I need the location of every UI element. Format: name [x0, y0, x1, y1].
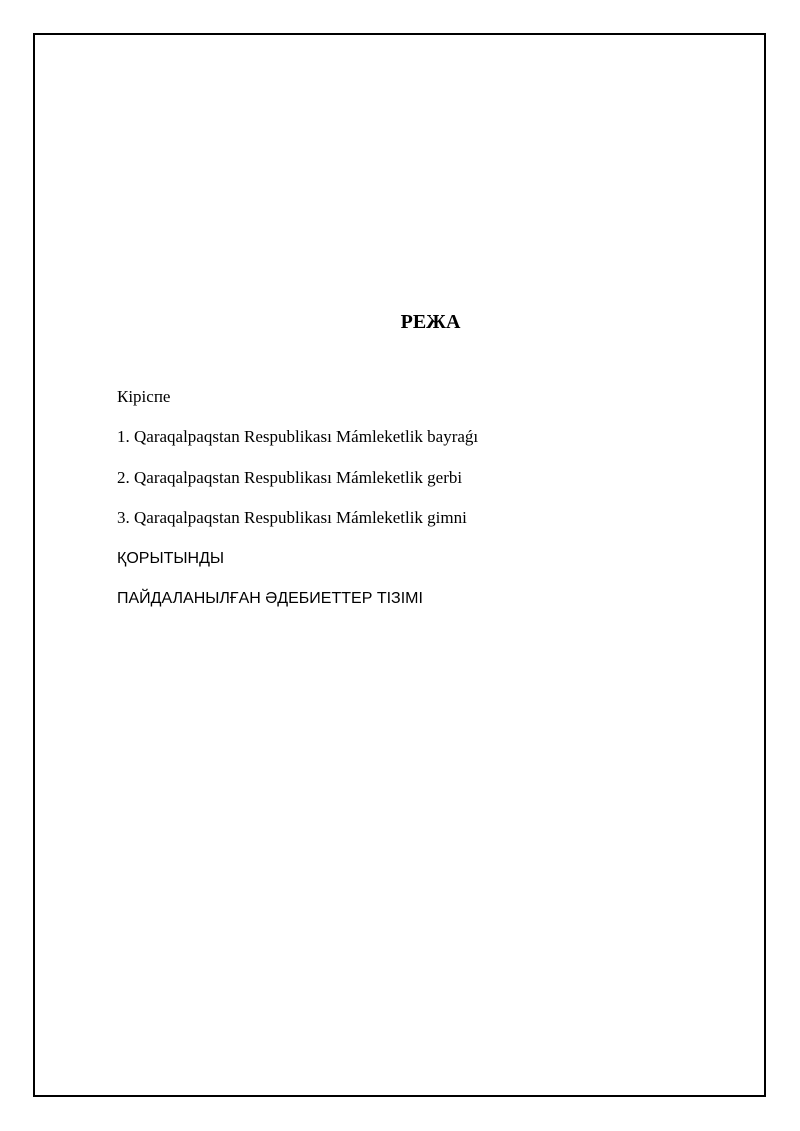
plan-item-anthem: 3. Qaraqalpaqstan Respublikası Mámleketlik gimni — [117, 508, 467, 528]
plan-item-introduction: Кiрiспе — [117, 387, 171, 406]
plan-item-references: ПАЙДАЛАНЫЛҒАН ӘДЕБИЕТТЕР ТIЗIМI — [117, 589, 423, 607]
plan-list — [117, 385, 478, 627]
plan-item-coat-of-arms: 2. Qaraqalpaqstan Respublikası Mámleketlik gerbi — [117, 467, 463, 487]
page-title: РЕЖА — [400, 311, 461, 333]
page-frame — [33, 33, 766, 1097]
plan-item-conclusion: ҚОРЫТЫНДЫ — [117, 549, 225, 567]
plan-item-flag: 1. Qaraqalpaqstan Respublikası Mámleketlik bayraǵı — [117, 427, 479, 447]
